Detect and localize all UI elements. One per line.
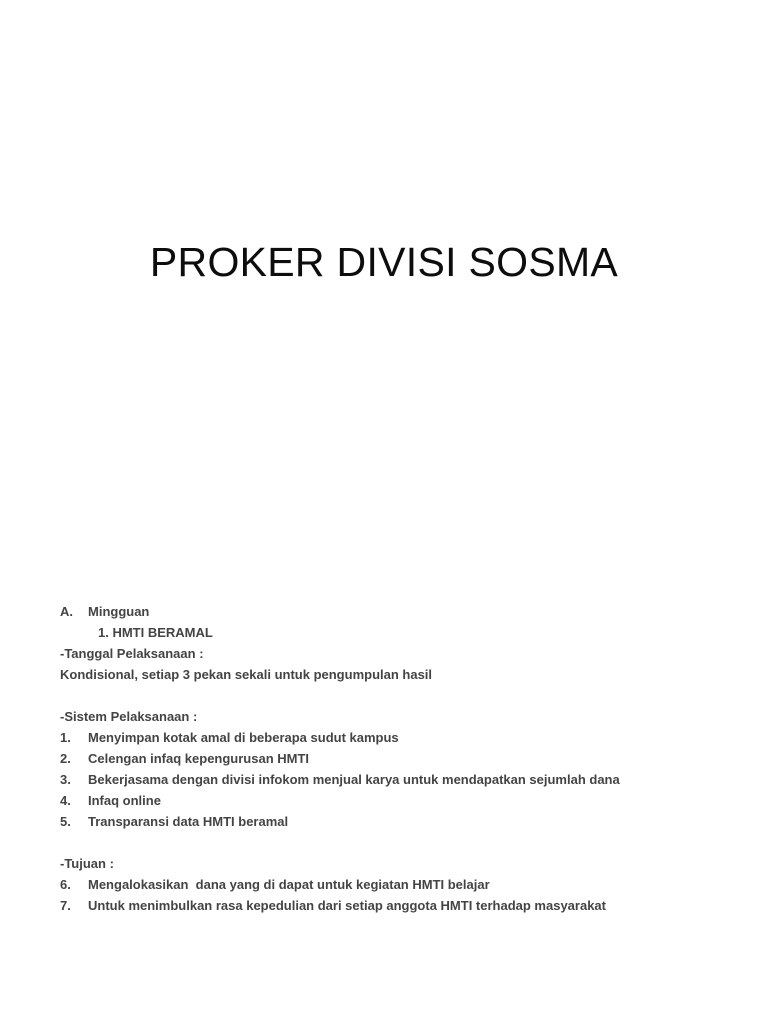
list-item-text: Celengan infaq kepengurusan HMTI bbox=[88, 751, 310, 766]
sistem-heading: -Sistem Pelaksanaan : bbox=[60, 709, 198, 724]
list-item-text: Menyimpan kotak amal di beberapa sudut kampus bbox=[88, 730, 399, 745]
section-heading bbox=[60, 601, 740, 622]
list-item-number: 5. bbox=[60, 814, 71, 829]
tanggal-heading: -Tanggal Pelaksanaan : bbox=[60, 646, 204, 661]
list-item-number: 7. bbox=[60, 898, 71, 913]
program-name: 1. HMTI BERAMAL bbox=[98, 625, 213, 640]
page-title: PROKER DIVISI SOSMA bbox=[149, 239, 619, 285]
list-item bbox=[60, 748, 740, 769]
list-item-number: 1. bbox=[60, 730, 71, 745]
list-item-number: 4. bbox=[60, 793, 71, 808]
list-item-text: Untuk menimbulkan rasa kepedulian dari setiap anggota HMTI terhadap masyarakat bbox=[88, 898, 606, 913]
list-item-number: 6. bbox=[60, 877, 71, 892]
tujuan-heading: -Tujuan : bbox=[60, 856, 114, 871]
section-marker: A. bbox=[60, 604, 73, 619]
document-body bbox=[60, 601, 740, 916]
spacer bbox=[60, 832, 740, 853]
list-item bbox=[60, 874, 740, 895]
list-item bbox=[60, 727, 740, 748]
list-item-text: Mengalokasikan dana yang di dapat untuk kegiatan HMTI belajar bbox=[88, 877, 490, 892]
list-item bbox=[60, 790, 740, 811]
list-item bbox=[60, 895, 740, 916]
list-item bbox=[60, 811, 740, 832]
list-item-number: 3. bbox=[60, 772, 71, 787]
list-item-number: 2. bbox=[60, 751, 71, 766]
list-item bbox=[60, 769, 740, 790]
spacer bbox=[60, 685, 740, 706]
tanggal-text: Kondisional, setiap 3 pekan sekali untuk pengumpulan hasil bbox=[60, 667, 433, 682]
section-label: Mingguan bbox=[88, 604, 150, 619]
list-item-text: Bekerjasama dengan divisi infokom menjual karya untuk mendapatkan sejumlah dana bbox=[88, 772, 620, 787]
list-item-text: Transparansi data HMTI beramal bbox=[88, 814, 289, 829]
list-item-text: Infaq online bbox=[88, 793, 161, 808]
